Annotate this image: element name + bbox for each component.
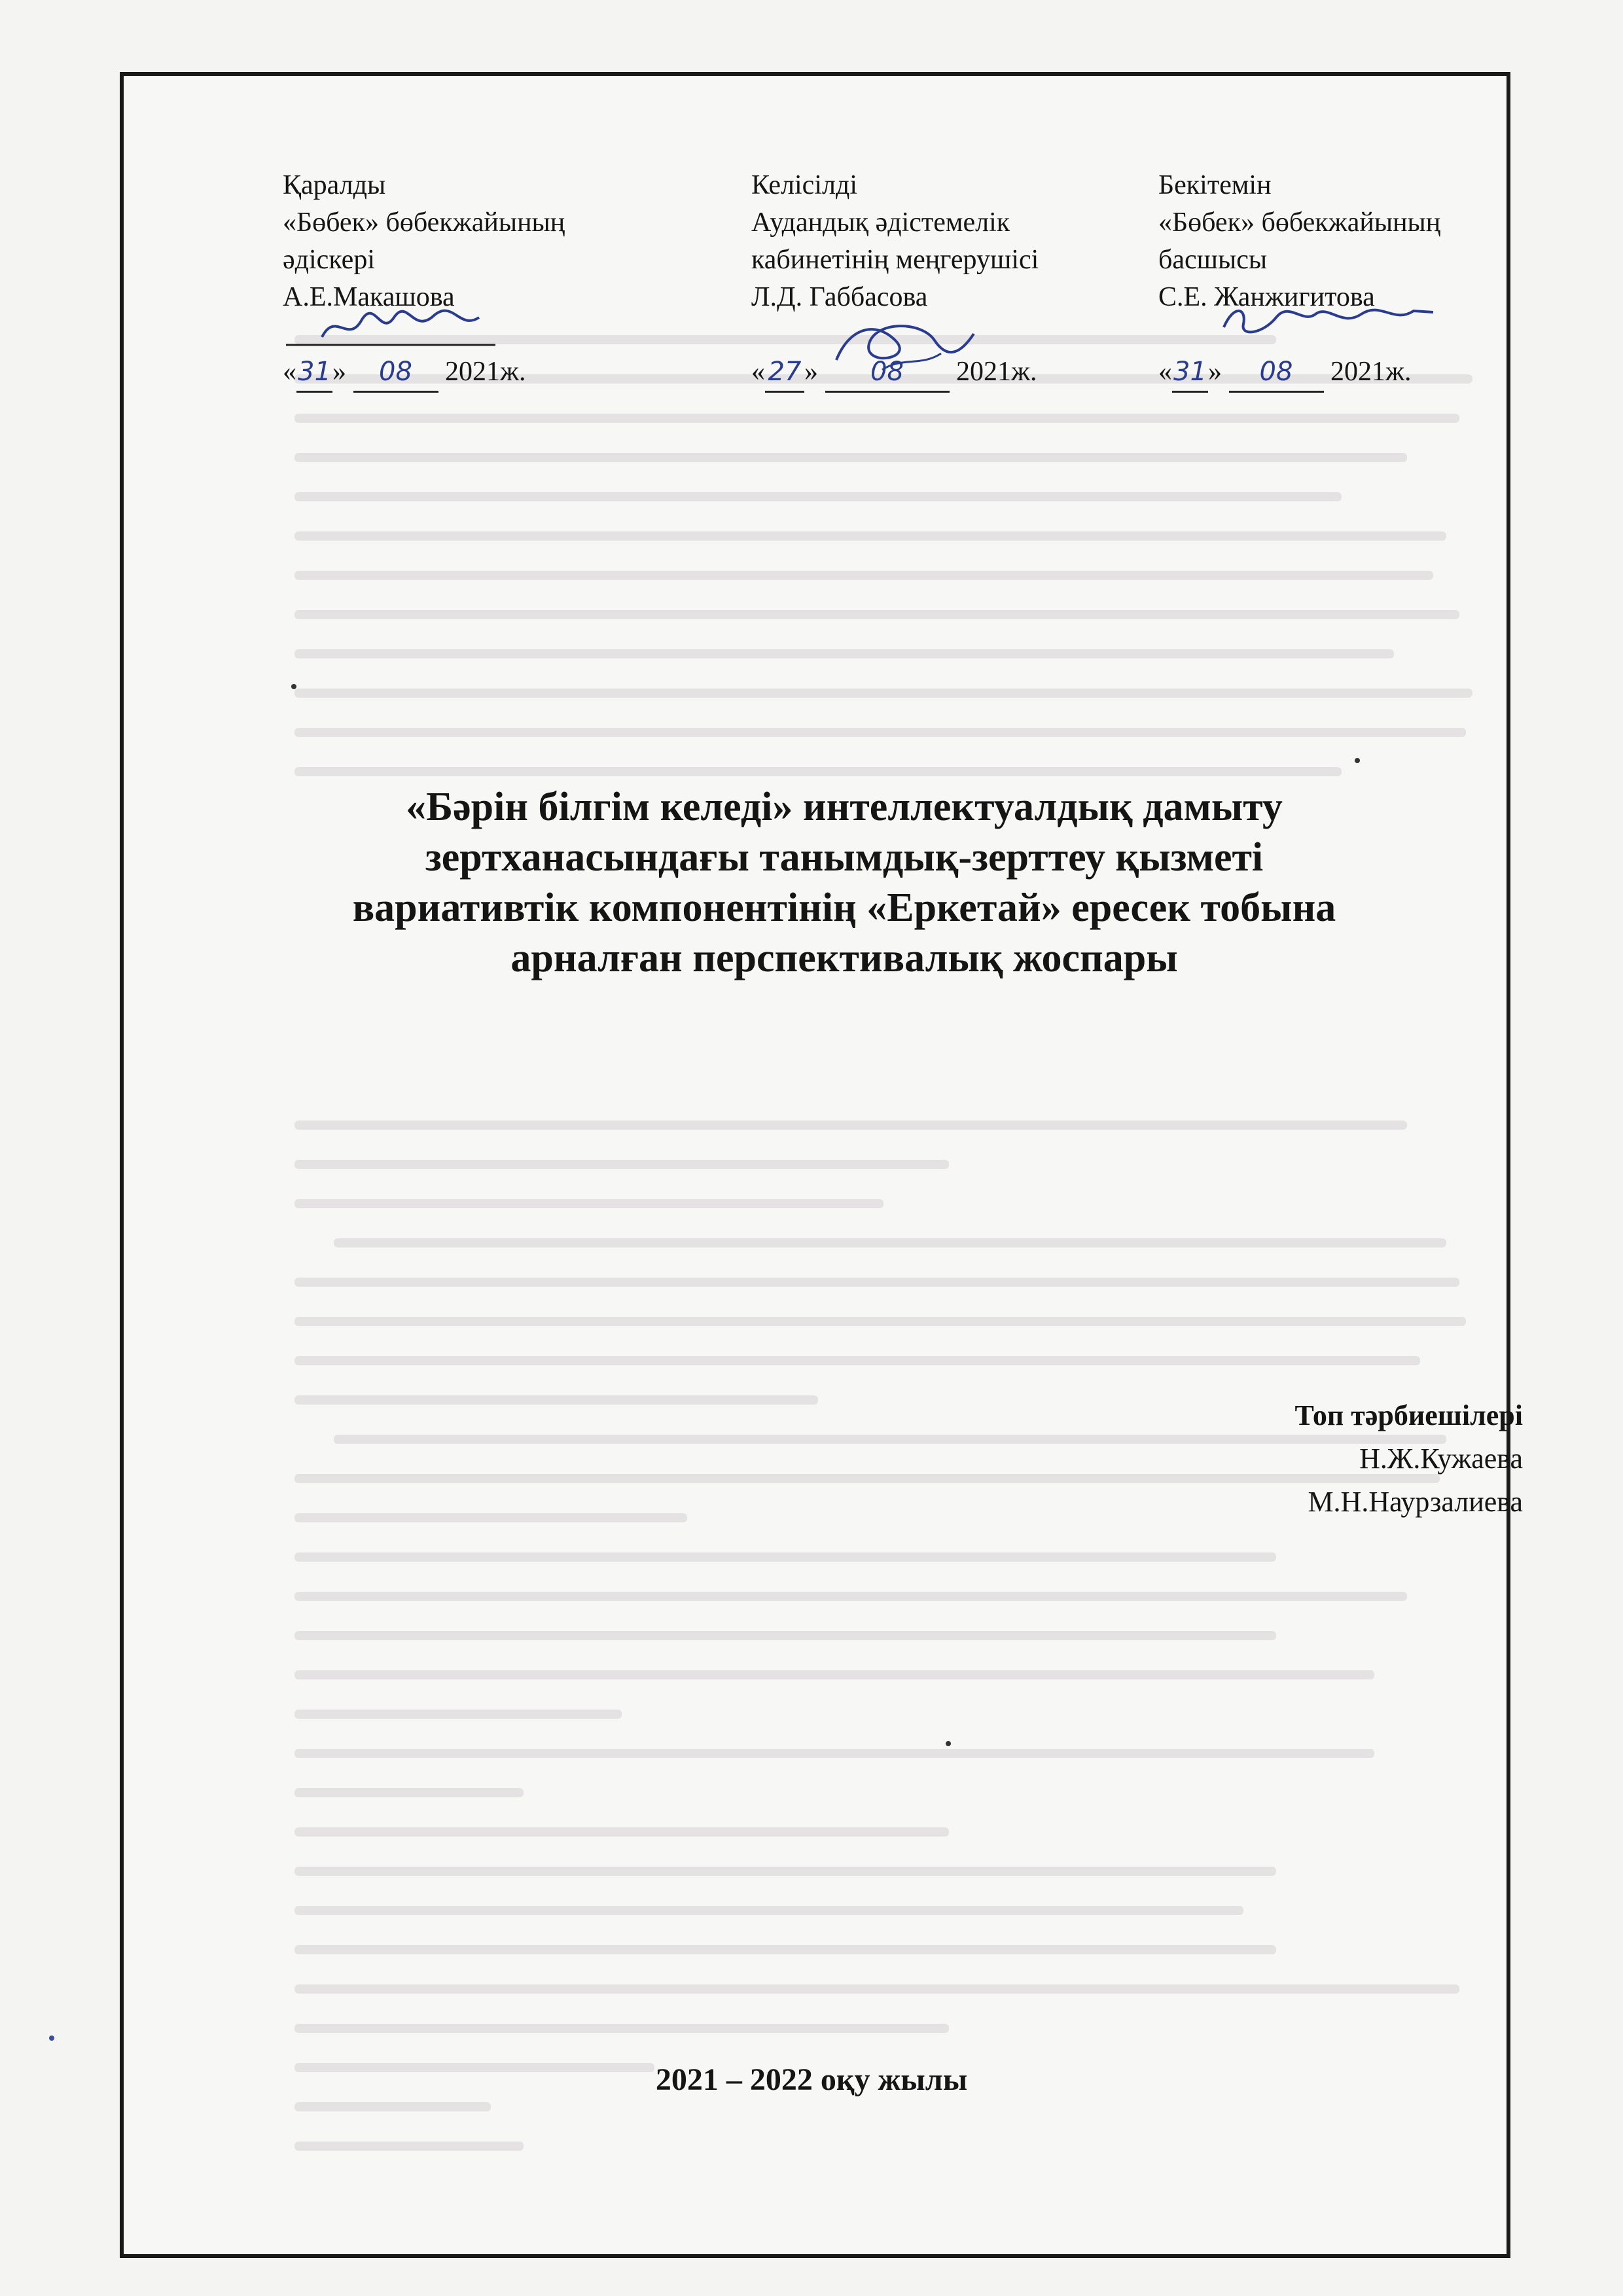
title-line-4: арналған перспективалық жоспары <box>510 936 1178 980</box>
academic-year: 2021 – 2022 оқу жылы <box>655 2062 968 2097</box>
date-month: 08 <box>1229 353 1324 393</box>
scan-speck <box>49 2036 54 2041</box>
approval-agreed-block <box>751 167 1157 393</box>
signature-area <box>1158 316 1564 353</box>
approval-date: «31» 08 2021ж. <box>1158 353 1564 393</box>
title-line-2: зертханасындағы танымдық-зерттеу қызметі <box>425 835 1264 880</box>
approval-heading: Қаралды <box>283 170 386 200</box>
bleed-through-lines <box>281 329 1564 2161</box>
scan-speck <box>1355 758 1360 763</box>
title-line-1: «Бәрін білгім келеді» интеллектуалдық дамыту <box>406 785 1283 829</box>
approval-position: басшысы <box>1158 245 1268 275</box>
approval-heading: Бекітемін <box>1158 170 1272 200</box>
scan-speck <box>946 1741 951 1746</box>
approval-organization: «Бөбек» бөбекжайының <box>1158 207 1441 238</box>
approval-organization: «Бөбек» бөбекжайының <box>283 207 565 238</box>
bleed-through-texture <box>281 249 1564 2172</box>
date-year: 2021ж. <box>445 357 526 387</box>
approval-position: әдіскері <box>283 245 375 275</box>
approval-position: кабинетінің меңгерушісі <box>751 245 1039 275</box>
approval-name: С.Е. Жанжигитова <box>1158 282 1375 312</box>
date-year: 2021ж. <box>1330 357 1412 387</box>
signature-area <box>751 316 1157 353</box>
signature-area <box>283 316 675 353</box>
approval-name: А.Е.Макашова <box>283 282 455 312</box>
date-day: 27 <box>765 353 804 393</box>
date-day: 31 <box>1172 353 1208 393</box>
scan-speck <box>291 684 296 689</box>
title-line-3: вариативтік компонентінің «Еркетай» ересек тобына <box>352 886 1336 930</box>
teachers-heading: Топ тәрбиешілері <box>1294 1399 1523 1431</box>
approval-date: « 27 » 08 2021ж. <box>751 353 1157 393</box>
teachers-block <box>1295 1394 1524 1524</box>
approval-approved-block <box>1158 167 1564 393</box>
approval-reviewed-block <box>283 167 675 393</box>
date-day: 31 <box>296 353 332 393</box>
handwritten-signature <box>1217 298 1440 344</box>
date-month: 08 <box>825 353 950 393</box>
approval-name: Л.Д. Габбасова <box>751 282 928 312</box>
teacher-name-2: М.Н.Наурзалиева <box>1308 1486 1523 1518</box>
approval-organization: Аудандық әдістемелік <box>751 207 1010 238</box>
approval-heading: Келісілді <box>751 170 857 200</box>
date-month: 08 <box>353 353 438 393</box>
approval-date: «31» 08 2021ж. <box>283 353 675 393</box>
document-title <box>223 782 1466 984</box>
handwritten-signature <box>283 298 499 350</box>
teacher-name-1: Н.Ж.Кужаева <box>1359 1443 1523 1475</box>
date-year: 2021ж. <box>956 357 1037 387</box>
